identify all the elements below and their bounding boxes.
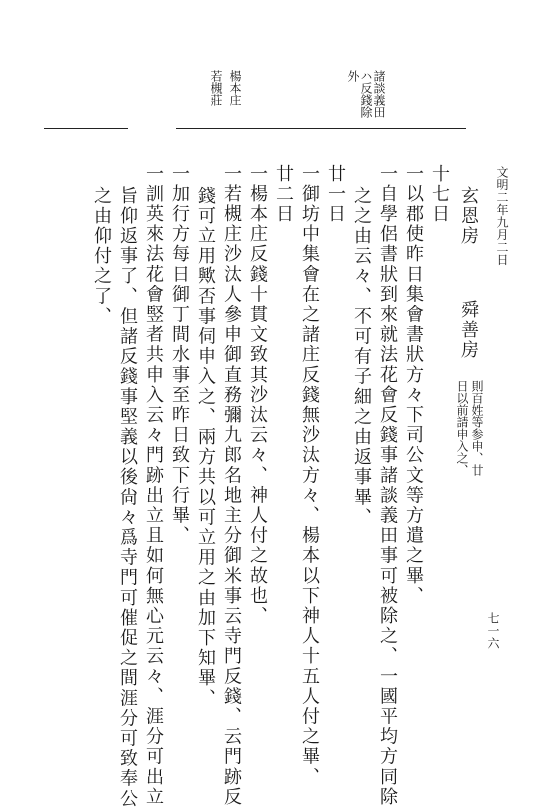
header-rule (176, 128, 466, 129)
top-note-line: ハ反錢除 (359, 70, 373, 118)
entry-line: 一楊本庄反錢十貫文致其沙汰云々、神人付之故也、 (247, 164, 268, 627)
entry-line: 之之由云々、不可有子細之由返事畢、 (351, 186, 372, 528)
entry-line: 一加行方每日御丁間水事至昨日致下行畢、 (169, 164, 190, 546)
entry-line: 一以郡使昨日集會書狀方々下司公文等方遣之畢、 (403, 164, 424, 607)
entry-line: 一訓英來法花會竪者共申入云々門跡出立且如何無心元云々、涯分可出立 (143, 164, 164, 808)
running-head: 文明二年九月二日 (495, 166, 509, 266)
signature-note: 則百姓等参申、廿 (470, 380, 484, 476)
signature-genon: 玄恩房 (458, 186, 479, 247)
entry-line: 一御坊中集會在之諸庄反錢無沙汰方々、楊本以下神人十五人付之畢、 (299, 164, 320, 788)
top-note-line: 楊本庄 (228, 70, 242, 106)
entry-line: 錢可立用歟否事伺申入之、兩方共以可立用之由加下知畢、 (195, 186, 216, 709)
signature-note: 日以前請申入之、 (455, 380, 469, 476)
entry-line: 一若槻庄沙汰人參申御直務彌九郎名地主分御米事云寺門反錢、云門跡反 (221, 164, 242, 808)
date-heading: 廿一日 (325, 164, 346, 225)
header-rule (44, 128, 128, 129)
page-number: 七一六 (486, 612, 500, 650)
top-note-line: 若槻莊 (209, 70, 223, 106)
top-note-line: 外 (346, 70, 360, 82)
date-heading: 十七日 (429, 164, 450, 225)
signature-shunzen: 舜善房 (458, 300, 479, 361)
top-note-line: 諸談義田 (372, 70, 386, 118)
entry-line: 旨仰返事了、但諸反錢事堅義以後尙々爲寺門可催促之間涯分可致奉公 (117, 186, 138, 809)
entry-line: 一自學侶書狀到來就法花會反錢事諸談義田事可被除之、一國平均方同除 (377, 164, 398, 808)
date-heading: 廿二日 (273, 164, 294, 225)
entry-line: 之由仰付之了、 (91, 186, 112, 327)
